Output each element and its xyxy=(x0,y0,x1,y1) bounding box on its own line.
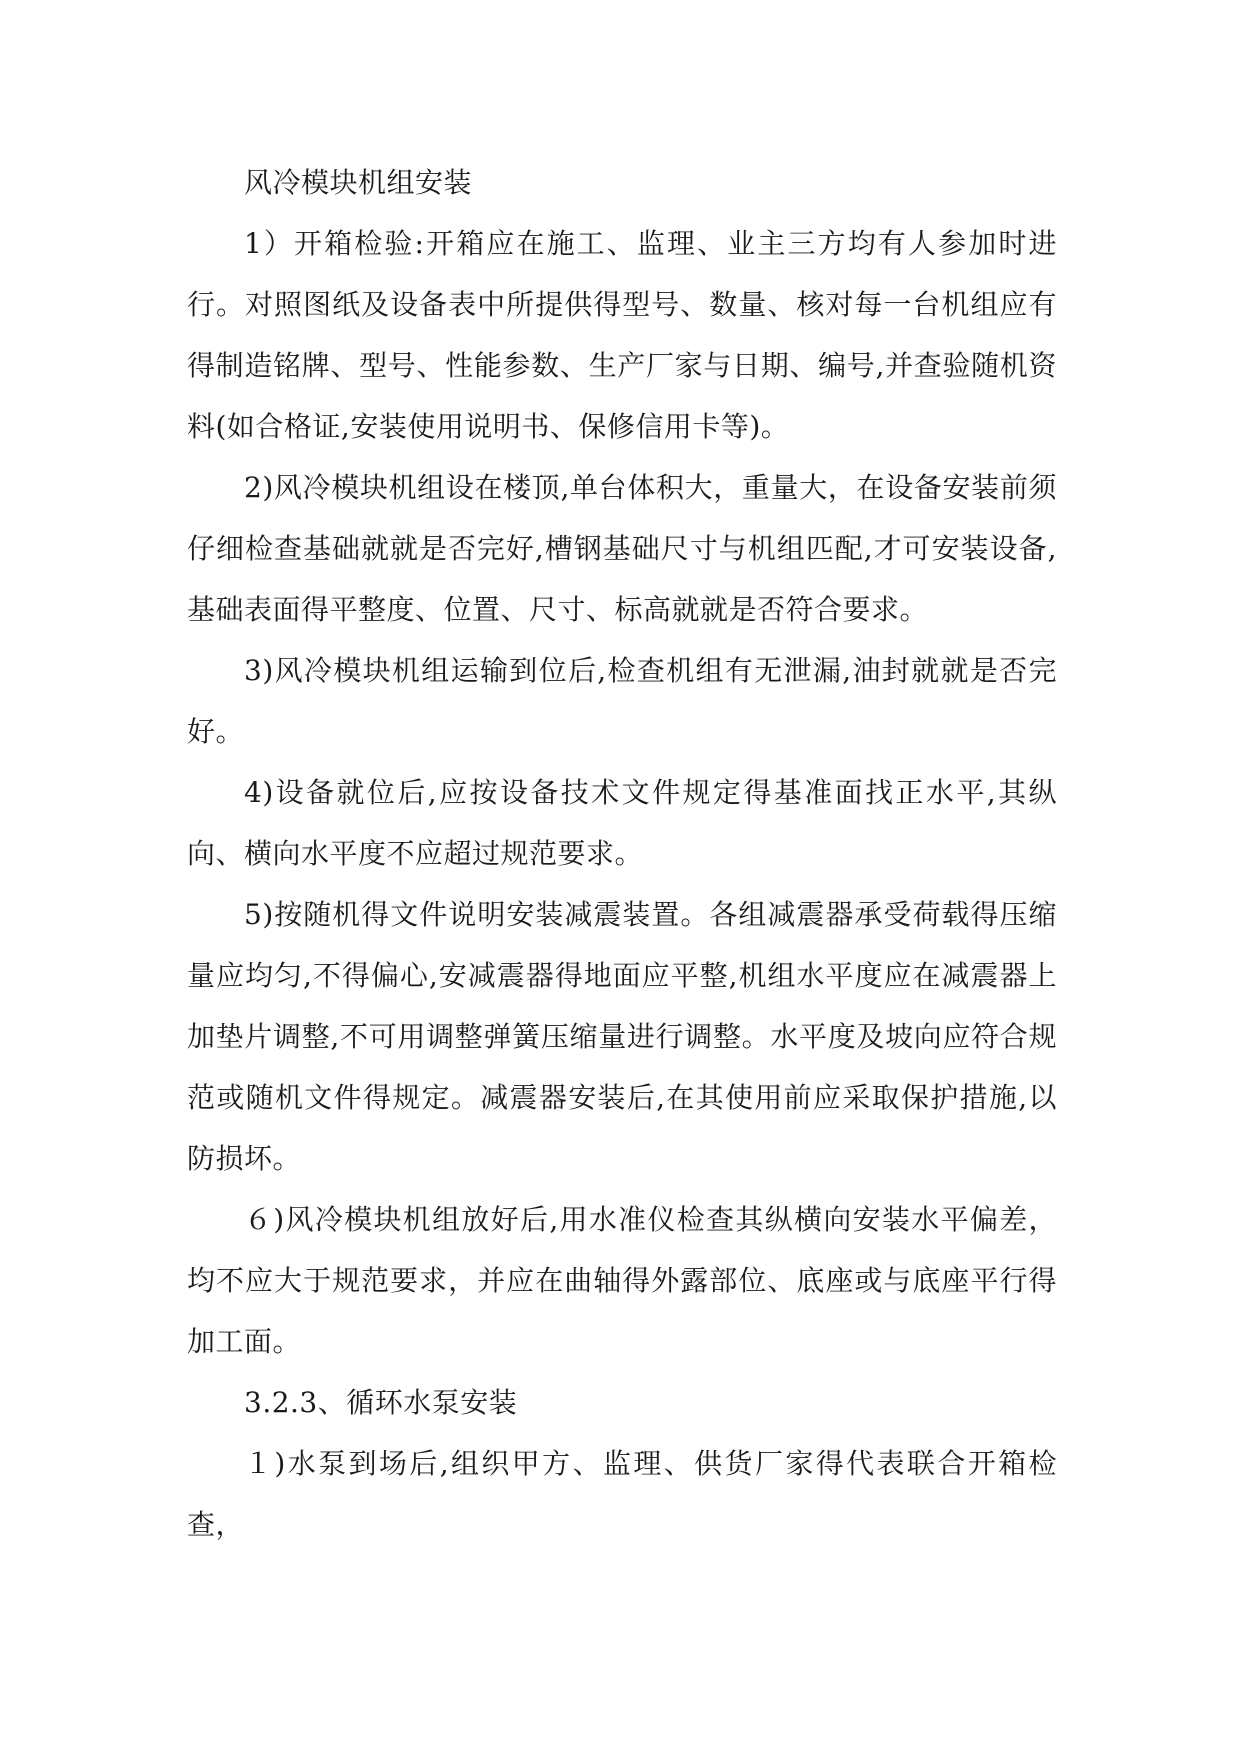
section-title: 风冷模块机组安装 xyxy=(244,166,473,199)
paragraph-4: 4)设备就位后,应按设备技术文件规定得基准面找正水平,其纵向、横向水平度不应超过规范要求。 xyxy=(187,776,1057,870)
paragraph-5: 5)按随机得文件说明安装减震装置。各组减震器承受荷载得压缩量应均匀,不得偏心,安减震器得地面应平整,机组水平度应在减震器上加垫片调整,不可用调整弹簧压缩量进行调整。水平度及坡向应符合规范或随机文件得规定。减震器安装后,在其使用前应采取保护措施,以防损坏。 xyxy=(187,898,1057,1175)
paragraph-6: ６)风冷模块机组放好后,用水准仪检查其纵横向安装水平偏差，均不应大于规范要求，并应在曲轴得外露部位、底座或与底座平行得加工面。 xyxy=(187,1203,1057,1358)
document-body xyxy=(187,152,1057,1555)
paragraph-1: 1）开箱检验:开箱应在施工、监理、业主三方均有人参加时进行。对照图纸及设备表中所提供得型号、数量、核对每一台机组应有得制造铭牌、型号、性能参数、生产厂家与日期、编号,并查验随机资料(如合格证,安装使用说明书、保修信用卡等)。 xyxy=(187,227,1057,443)
subsection-heading: 3.2.3、循环水泵安装 xyxy=(244,1386,518,1419)
subsection-paragraph-1: １)水泵到场后,组织甲方、监理、供货厂家得代表联合开箱检查， xyxy=(187,1447,1057,1541)
paragraph-2: 2)风冷模块机组设在楼顶,单台体积大，重量大，在设备安装前须仔细检查基础就就是否完好,槽钢基础尺寸与机组匹配,才可安装设备,基础表面得平整度、位置、尺寸、标高就就是否符合要求。 xyxy=(187,471,1057,626)
paragraph-3: 3)风冷模块机组运输到位后,检查机组有无泄漏,油封就就是否完好。 xyxy=(187,654,1057,748)
